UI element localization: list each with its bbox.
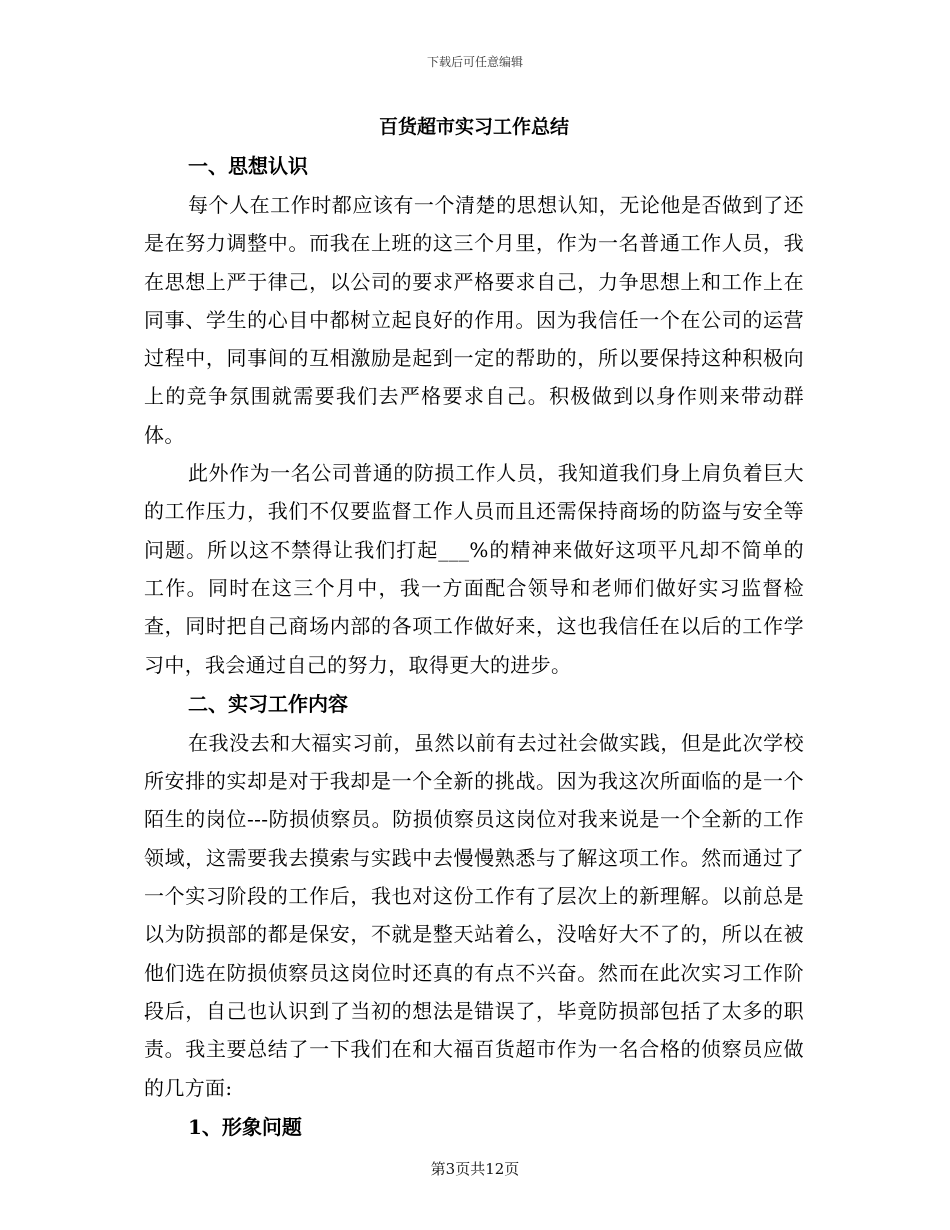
paragraph: 此外作为一名公司普通的防损工作人员，我知道我们身上肩负着巨大的工作压力，我们不仅要监督工作人员而且还需保持商场的防盗与安全等问题。所以这不禁得让我们打起___%的精神来做好这项平凡却不简单的工作。同时在这三个月中，我一方面配合领导和老师们做好实习监督检查，同时把自己商场内部的各项工作做好来，这也我信任在以后的工作学习中，我会通过自己的努力，取得更大的进步。 [144,461,804,677]
header-note: 下载后可任意编辑 [426,55,523,69]
paragraph: 在我没去和大福实习前，虽然以前有去过社会做实践，但是此次学校所安排的实却是对于我却是一个全新的挑战。因为我这次所面临的是一个陌生的岗位---防损侦察员。防损侦察员这岗位对我来说是一个全新的工作领域，这需要我去摸索与实践中去慢慢熟悉与了解这项工作。然而通过了一个实习阶段的工作后，我也对这份工作有了层次上的新理解。以前总是以为防损部的都是保安，不就是整天站着么，没啥好大不了的，所以在被他们选在防损侦察员这岗位时还真的有点不兴奋。然而在此次实习工作阶段后，自己也认识到了当初的想法是错误了，毕竟防损部包括了太多的职责。我主要总结了一下我们在和大福百货超市作为一名合格的侦察员应做的几方面: [144,730,804,1100]
page-footer: 第3页共12页 [430,1160,520,1178]
section-heading-image-issue: 1、形象问题 [188,1114,302,1139]
document-body [144,108,804,1147]
paragraph: 每个人在工作时都应该有一个清楚的思想认知，无论他是否做到了还是在努力调整中。而我在上班的这三个月里，作为一名普通工作人员，我在思想上严于律己，以公司的要求严格要求自己，力争思想上和工作上在同事、学生的心目中都树立起良好的作用。因为我信任一个在公司的运营过程中，同事间的互相激励是起到一定的帮助的，所以要保持这种积极向上的竞争氛围就需要我们去严格要求自己。积极做到以身作则来带动群体。 [144,193,804,447]
section-heading-thinking: 一、思想认识 [188,154,308,178]
section-heading-internship-content: 二、实习工作内容 [188,691,348,716]
document-title: 百货超市实习工作总结 [378,116,569,138]
